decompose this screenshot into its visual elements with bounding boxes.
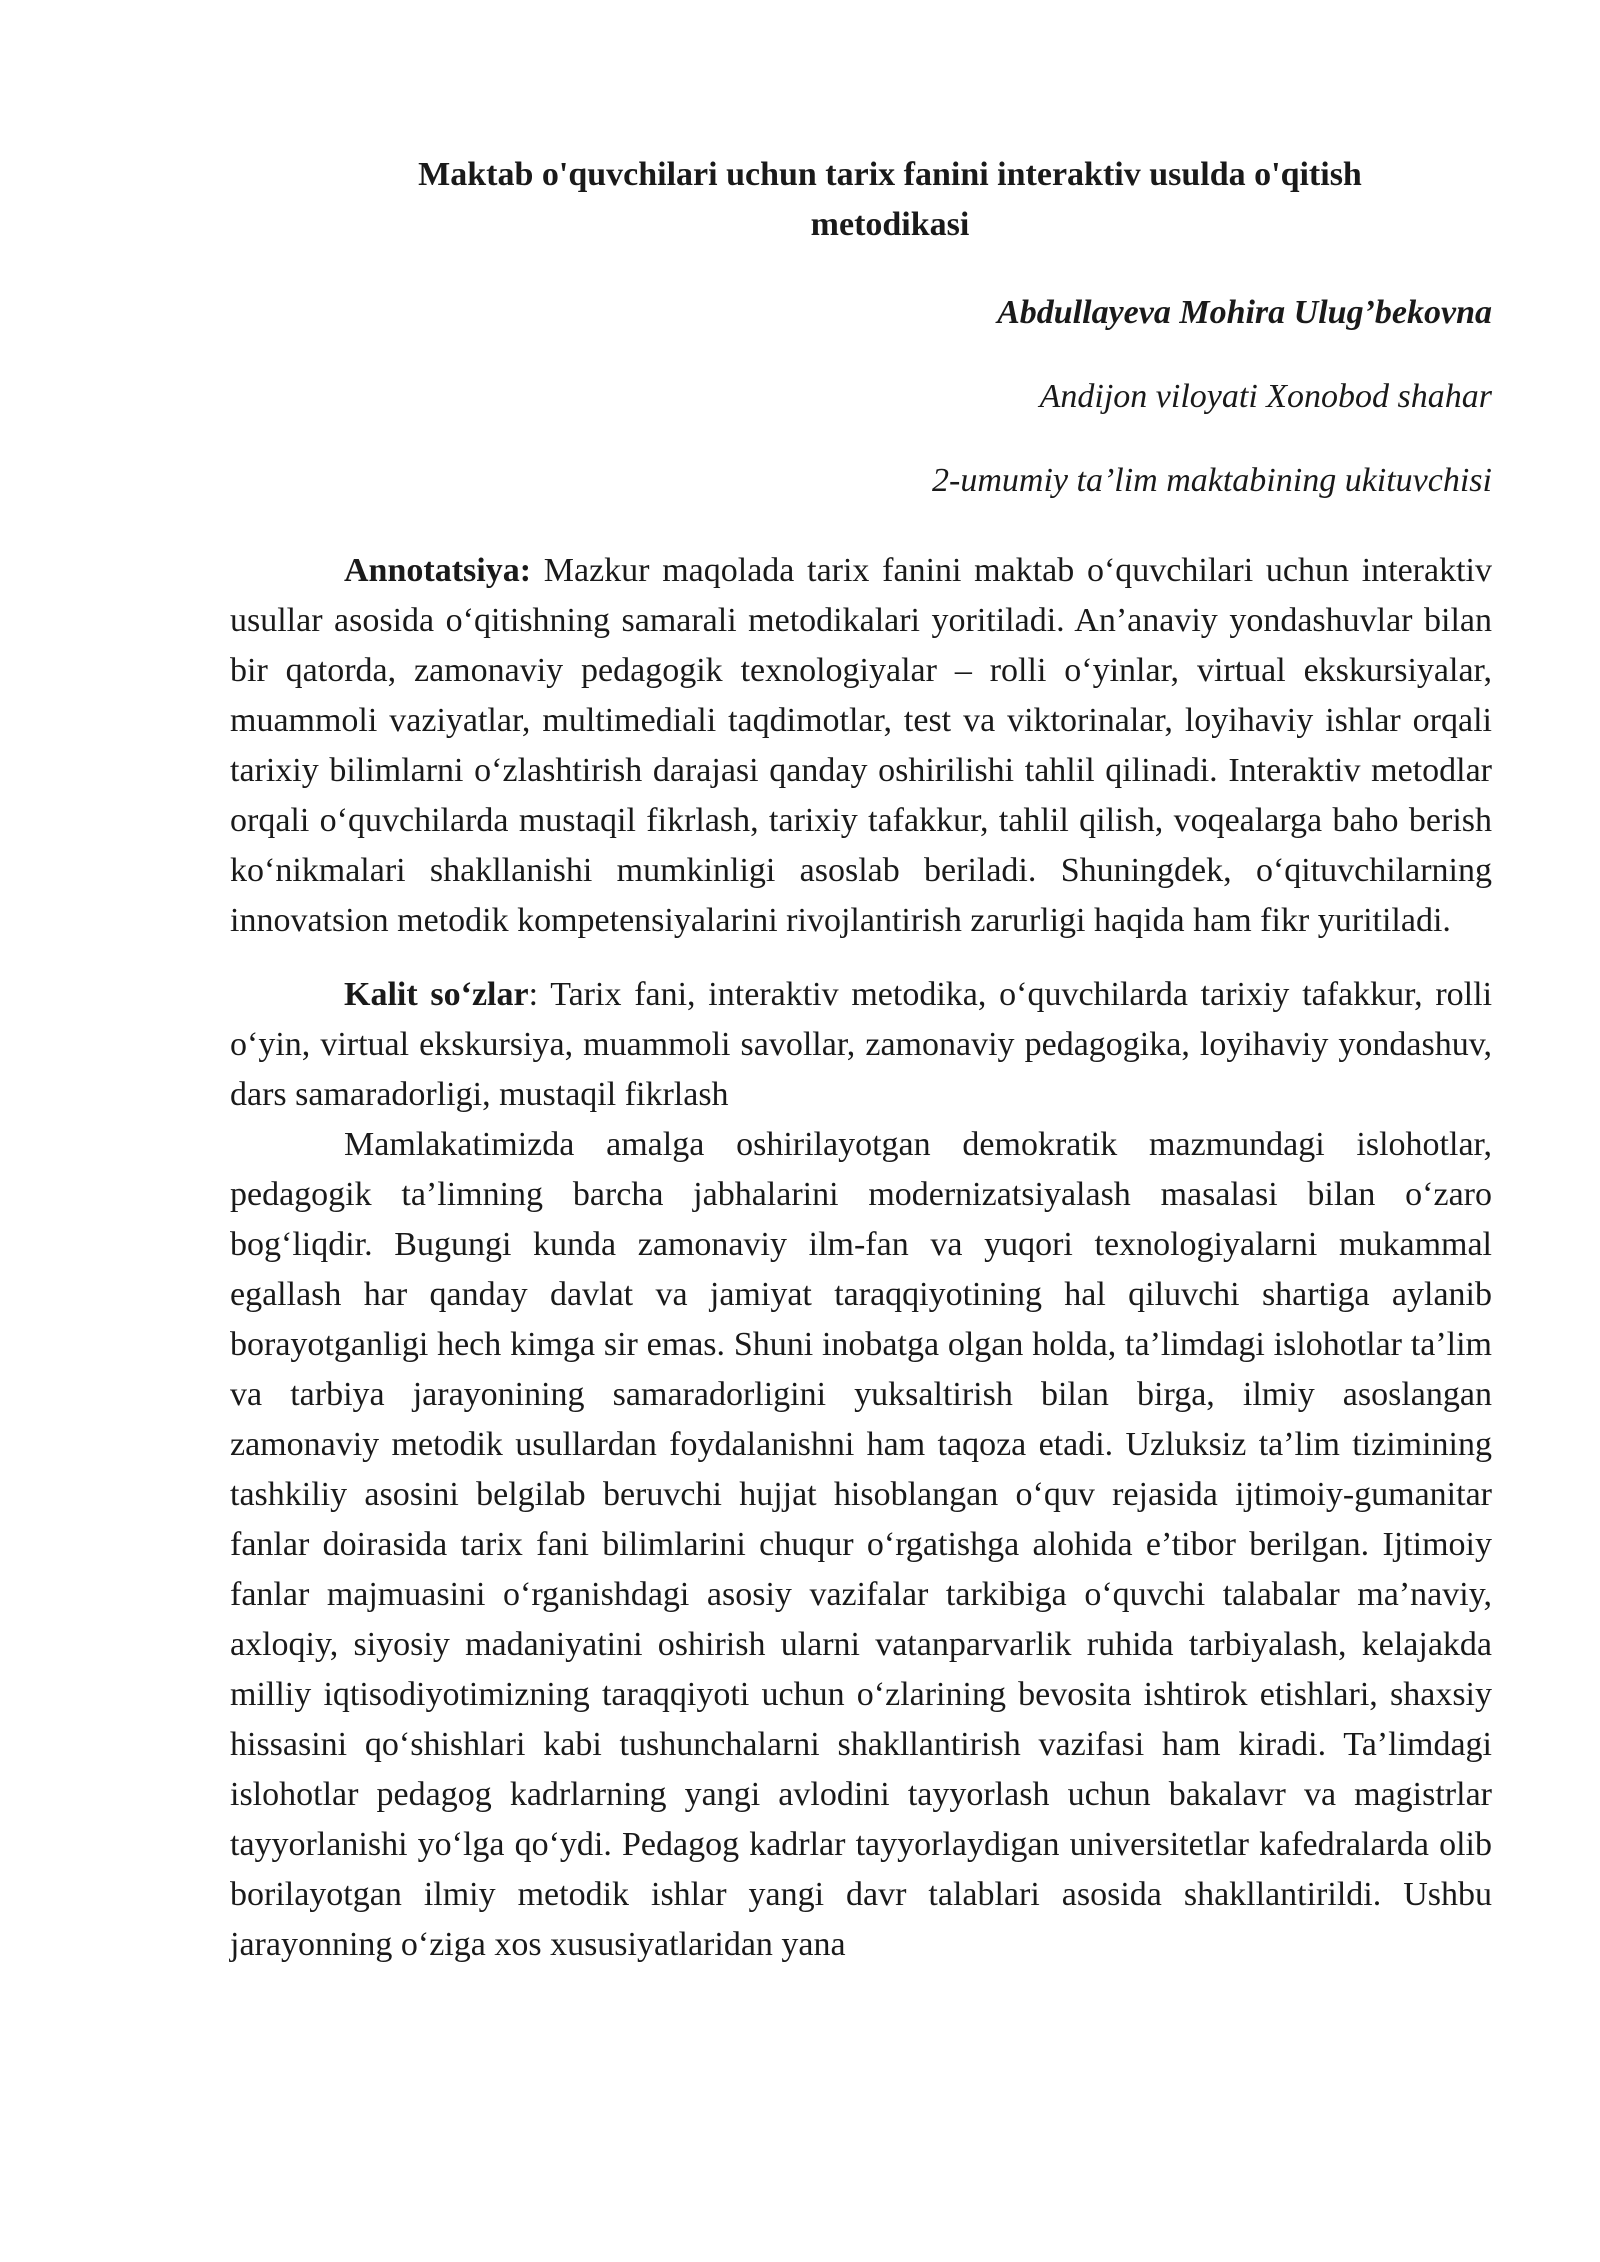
author-affiliation-city: Andijon viloyati Xonobod shahar <box>1039 378 1492 415</box>
body-paragraph: Mamlakatimizda amalga oshirilayotgan demokratik mazmundagi islohotlar, pedagogik ta’limning barcha jabhalarini modernizatsiyalash masalasi bilan o‘zaro bog‘liqdir. Bugungi kunda zamonaviy ilm-fan va yuqori texnologiyalarni mukammal egallash har qanday davlat va jamiyat taraqqiyotining hal qiluvchi shartiga aylanib borayotganligi hech kimga sir emas. Shuni inobatga olgan holda, ta’limdagi islohotlar ta’lim va tarbiya jarayonining samaradorligini yuksaltirish bilan birga, ilmiy asoslangan zamonaviy metodik usullardan foydalanishni ham taqoza etadi. Uzluksiz ta’lim tizimining tashkiliy asosini belgilab beruvchi hujjat hisoblangan o‘quv rejasida ijtimoiy-gumanitar fanlar doirasida tarix fani bilimlarini chuqur o‘rgatishga alohida e’tibor berilgan. Ijtimoiy fanlar majmuasini o‘rganishdagi asosiy vazifalar tarkibiga o‘quvchi talabalar ma’naviy, axloqiy, siyosiy madaniyatini oshirish ularni vatanparvarlik ruhida tarbiyalash, kelajakda milliy iqtisodiyotimizning taraqqiyoti uchun o‘zlarining bevosita ishtirok etishlari, shaxsiy hissasini qo‘shishlari kabi tushunchalarni shakllantirish vazifasi ham kiradi. Ta’limdagi islohotlar pedagog kadrlarning yangi avlodini tayyorlash uchun bakalavr va magistrlar tayyorlanishi yo‘lga qo‘ydi. Pedagog kadrlar tayyorlaydigan universitetlar kafedralarda olib borilayotgan ilmiy metodik ishlar yangi davr talablari asosida shakllantirildi. Ushbu jarayonning o‘ziga xos xususiyatlaridan yana <box>230 1126 1492 1963</box>
keywords-text: : Tarix fani, interaktiv metodika, o‘quvchilarda tarixiy tafakkur, rolli o‘yin, virtual ekskursiya, muammoli savollar, zamonaviy pedagogika, loyihaviy yondashuv, dars samaradorligi, mustaqil fikrlash <box>230 976 1493 1113</box>
keywords-label: Kalit so‘zlar <box>344 976 529 1013</box>
annotation-label: Annotatsiya: <box>344 552 532 589</box>
document-title: Maktab o'quvchilari uchun tarix fanini interaktiv usulda o'qitish metodikasi <box>418 156 1362 243</box>
keywords-paragraph <box>230 970 1492 1120</box>
author-name: Abdullayeva Mohira Ulug’bekovna <box>997 294 1492 331</box>
annotation-paragraph <box>230 546 1492 946</box>
annotation-text: Mazkur maqolada tarix fanini maktab o‘quvchilari uchun interaktiv usullar asosida o‘qitishning samarali metodikalari yoritiladi. An’anaviy yondashuvlar bilan bir qatorda, zamonaviy pedagogik texnologiyalar – rolli o‘yinlar, virtual ekskursiyalar, muammoli vaziyatlar, multimediali taqdimotlar, test va viktorinalar, loyihaviy ishlar orqali tarixiy bilimlarni o‘zlashtirish darajasi qanday oshirilishi tahlil qilinadi. Interaktiv metodlar orqali o‘quvchilarda mustaqil fikrlash, tarixiy tafakkur, tahlil qilish, voqealarga baho berish ko‘nikmalari shakllanishi mumkinligi asoslab beriladi. Shuningdek, o‘qituvchilarning innovatsion metodik kompetensiyalarini rivojlantirish zarurligi haqida ham fikr yuritiladi. <box>230 552 1492 939</box>
author-affiliation-school: 2-umumiy ta’lim maktabining ukituvchisi <box>932 462 1492 499</box>
document-page <box>230 150 1492 1970</box>
